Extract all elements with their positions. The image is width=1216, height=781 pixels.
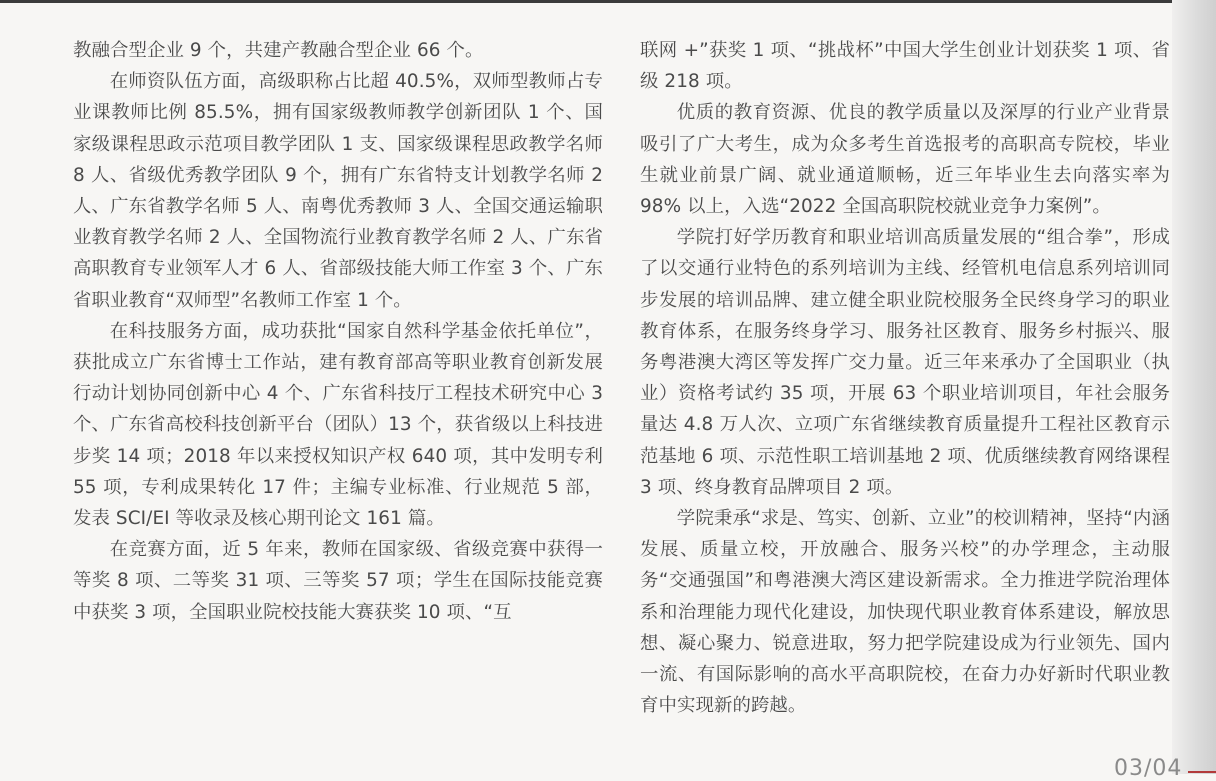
paragraph-competition: 在竞赛方面，近 5 年来，教师在国家级、省级竞赛中获得一等奖 8 项、二等奖 31 项、三等奖 57 项；学生在国际技能竞赛中获奖 3 项，全国职业院校技能大赛获奖 10 项、“互: [73, 539, 603, 623]
paragraph-employment: 优质的教育资源、优良的教学质量以及深厚的行业产业背景吸引了广大考生，成为众多考生首选报考的高职高专院校，毕业生就业前景广阔、就业通道顺畅，近三年毕业生去向落实率为 98% 以上，入选“2022 全国高职院校就业竞争力案例”。: [640, 102, 1170, 218]
paragraph-training: 学院打好学历教育和职业培训高质量发展的“组合拳”，形成了以交通行业特色的系列培训为主线、经管机电信息系列培训同步发展的培训品牌、建立健全职业院校服务全民终身学习的职业教育体系，在服务终身学习、服务社区教育、服务乡村振兴、服务粤港澳大湾区等发挥广交力量。近三年来承办了全国职业（执业）资格考试约 35 项，开展 63 个职业培训项目，年社会服务量达 4.8 万人次、立项广东省继续教育质量提升工程社区教育示范基地 6 项、示范性职工培训基地 2 项、优质继续教育网络课程 3 项、终身教育品牌项目 2 项。: [640, 227, 1170, 498]
page-number: 03/04: [1114, 756, 1183, 781]
paragraph-faculty: 在师资队伍方面，高级职称占比超 40.5%，双师型教师占专业课教师比例 85.5%，拥有国家级教师教学创新团队 1 个、国家级课程思政示范项目教学团队 1 支、国家级课程思政教学名师 8 人、省级优秀教学团队 9 个，拥有广东省特支计划教学名师 2 人、广东省教学名师 5 人、南粤优秀教师 3 人、全国交通运输职业教育教学名师 2 人、全国物流行业教育教学名师 2 人、广东省高职教育专业领军人才 6 人、省部级技能大师工作室 3 个、广东省职业教育“双师型”名教师工作室 1 个。: [73, 71, 603, 311]
paragraph-research: 在科技服务方面，成功获批“国家自然科学基金依托单位”，获批成立广东省博士工作站，建有教育部高等职业教育创新发展行动计划协同创新中心 4 个、广东省科技厅工程技术研究中心 3 个、广东省高校科技创新平台（团队）13 个，获省级以上科技进步奖 14 项；2018 年以来授权知识产权 640 项，其中发明专利 55 项，专利成果转化 17 件；主编专业标准、行业规范 5 部，发表 SCI/EI 等收录及核心期刊论文 161 篇。: [73, 320, 603, 530]
paragraph: 联网 +”获奖 1 项、“挑战杯”中国大学生创业计划获奖 1 项、省级 218 项。: [640, 40, 1170, 93]
page-accent-line: [1188, 771, 1216, 773]
page-edge-shadow: [1172, 0, 1216, 774]
right-text-column: [640, 35, 1170, 721]
left-text-column: [73, 35, 603, 628]
top-border: [0, 0, 1172, 3]
paragraph-motto: 学院秉承“求是、笃实、创新、立业”的校训精神，坚持“内涵发展、质量立校，开放融合、服务兴校”的办学理念，主动服务“交通强国”和粤港澳大湾区建设新需求。全力推进学院治理体系和治理能力现代化建设，加快现代职业教育体系建设，解放思想、凝心聚力、锐意进取，努力把学院建设成为行业领先、国内一流、有国际影响的高水平高职院校，在奋力办好新时代职业教育中实现新的跨越。: [640, 508, 1170, 717]
paragraph: 教融合型企业 9 个，共建产教融合型企业 66 个。: [73, 40, 484, 61]
